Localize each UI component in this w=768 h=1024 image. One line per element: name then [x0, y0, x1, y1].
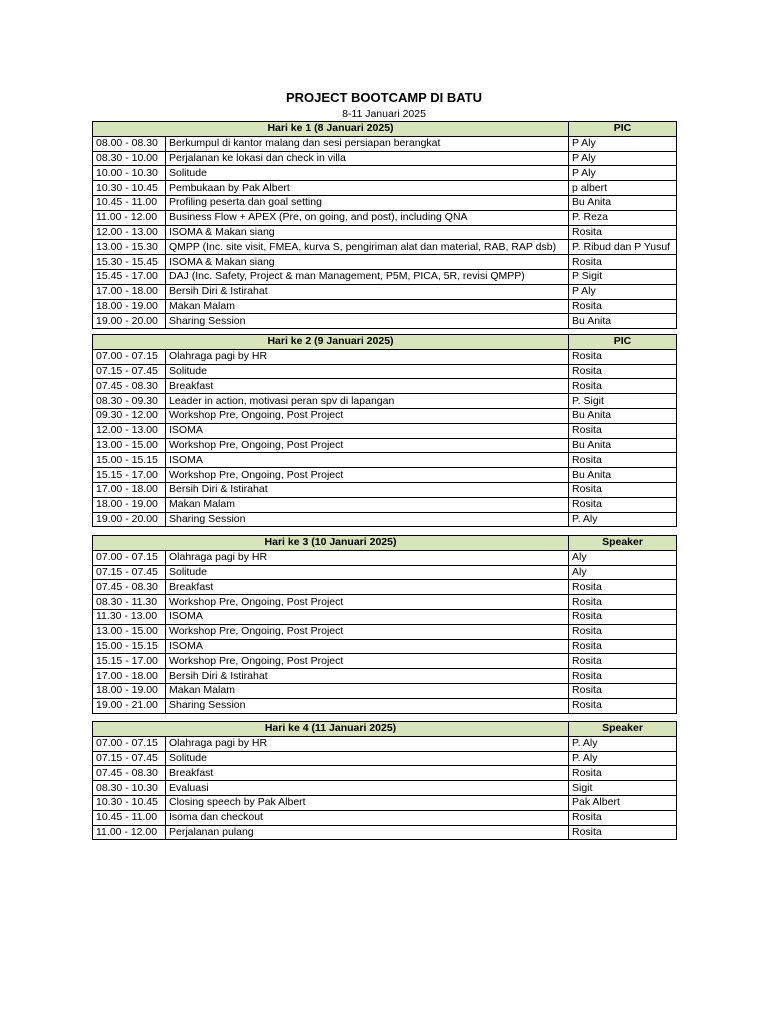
- table-row: [93, 255, 677, 270]
- person-cell: P. Sigit: [569, 394, 677, 409]
- day-header: Hari ke 2 (9 Januari 2025): [93, 335, 569, 350]
- day-header: Hari ke 3 (10 Januari 2025): [93, 536, 569, 551]
- day-2-schedule-table: [92, 334, 677, 527]
- time-cell: 15.30 - 15.45: [93, 255, 166, 270]
- table-row: [93, 468, 677, 483]
- table-row: [93, 669, 677, 684]
- table-row: [93, 639, 677, 654]
- time-cell: 19.00 - 20.00: [93, 512, 166, 527]
- time-cell: 08.30 - 10.00: [93, 151, 166, 166]
- table-row: [93, 795, 677, 810]
- table-header-row: [93, 722, 677, 737]
- person-cell: P Aly: [569, 136, 677, 151]
- time-cell: 12.00 - 13.00: [93, 225, 166, 240]
- person-cell: Rosita: [569, 225, 677, 240]
- person-cell: Rosita: [569, 810, 677, 825]
- activity-cell: Sharing Session: [166, 512, 569, 527]
- time-cell: 10.30 - 10.45: [93, 795, 166, 810]
- activity-cell: Workshop Pre, Ongoing, Post Project: [166, 408, 569, 423]
- table-row: [93, 166, 677, 181]
- role-header: PIC: [569, 335, 677, 350]
- document-date-range: 8-11 Januari 2025: [342, 108, 426, 120]
- activity-cell: QMPP (Inc. site visit, FMEA, kurva S, pengiriman alat dan material, RAB, RAP dsb): [166, 240, 569, 255]
- time-cell: 10.45 - 11.00: [93, 810, 166, 825]
- time-cell: 07.45 - 08.30: [93, 379, 166, 394]
- activity-cell: Solitude: [166, 751, 569, 766]
- role-header: PIC: [569, 122, 677, 137]
- time-cell: 07.00 - 07.15: [93, 349, 166, 364]
- person-cell: p albert: [569, 181, 677, 196]
- table-row: [93, 408, 677, 423]
- time-cell: 15.15 - 17.00: [93, 654, 166, 669]
- activity-cell: ISOMA: [166, 609, 569, 624]
- activity-cell: Perjalanan ke lokasi dan check in villa: [166, 151, 569, 166]
- person-cell: Rosita: [569, 669, 677, 684]
- activity-cell: Olahraga pagi by HR: [166, 349, 569, 364]
- table-row: [93, 423, 677, 438]
- person-cell: Rosita: [569, 580, 677, 595]
- activity-cell: ISOMA: [166, 639, 569, 654]
- time-cell: 07.45 - 08.30: [93, 580, 166, 595]
- table-header-row: [93, 536, 677, 551]
- time-cell: 07.15 - 07.45: [93, 565, 166, 580]
- role-header: Speaker: [569, 536, 677, 551]
- person-cell: P Aly: [569, 151, 677, 166]
- person-cell: P Sigit: [569, 269, 677, 284]
- person-cell: P Aly: [569, 166, 677, 181]
- person-cell: Rosita: [569, 482, 677, 497]
- table-row: [93, 810, 677, 825]
- table-row: [93, 349, 677, 364]
- person-cell: Rosita: [569, 654, 677, 669]
- activity-cell: Solitude: [166, 364, 569, 379]
- table-row: [93, 438, 677, 453]
- table-row: [93, 195, 677, 210]
- time-cell: 07.00 - 07.15: [93, 550, 166, 565]
- activity-cell: ISOMA: [166, 423, 569, 438]
- table-row: [93, 151, 677, 166]
- table-row: [93, 580, 677, 595]
- table-header-row: [93, 122, 677, 137]
- time-cell: 17.00 - 18.00: [93, 284, 166, 299]
- table-row: [93, 654, 677, 669]
- table-row: [93, 364, 677, 379]
- person-cell: Rosita: [569, 364, 677, 379]
- time-cell: 07.00 - 07.15: [93, 736, 166, 751]
- time-cell: 15.15 - 17.00: [93, 468, 166, 483]
- time-cell: 10.45 - 11.00: [93, 195, 166, 210]
- activity-cell: Olahraga pagi by HR: [166, 550, 569, 565]
- role-header: Speaker: [569, 722, 677, 737]
- day-1-schedule-table: [92, 121, 677, 329]
- activity-cell: Olahraga pagi by HR: [166, 736, 569, 751]
- time-cell: 15.00 - 15.15: [93, 639, 166, 654]
- activity-cell: Bersih Diri & Istirahat: [166, 284, 569, 299]
- table-row: [93, 751, 677, 766]
- table-row: [93, 565, 677, 580]
- person-cell: P. Aly: [569, 736, 677, 751]
- time-cell: 07.45 - 08.30: [93, 766, 166, 781]
- time-cell: 17.00 - 18.00: [93, 482, 166, 497]
- time-cell: 08.30 - 09.30: [93, 394, 166, 409]
- table-row: [93, 269, 677, 284]
- time-cell: 11.00 - 12.00: [93, 825, 166, 840]
- activity-cell: Workshop Pre, Ongoing, Post Project: [166, 468, 569, 483]
- person-cell: Sigit: [569, 781, 677, 796]
- activity-cell: Bersih Diri & Istirahat: [166, 669, 569, 684]
- table-row: [93, 609, 677, 624]
- activity-cell: DAJ (Inc. Safety, Project & man Management, P5M, PICA, 5R, revisi QMPP): [166, 269, 569, 284]
- activity-cell: Sharing Session: [166, 698, 569, 713]
- person-cell: Pak Albert: [569, 795, 677, 810]
- activity-cell: Breakfast: [166, 766, 569, 781]
- person-cell: Aly: [569, 565, 677, 580]
- person-cell: Bu Anita: [569, 438, 677, 453]
- activity-cell: Perjalanan pulang: [166, 825, 569, 840]
- activity-cell: Workshop Pre, Ongoing, Post Project: [166, 624, 569, 639]
- table-row: [93, 595, 677, 610]
- table-row: [93, 550, 677, 565]
- activity-cell: Isoma dan checkout: [166, 810, 569, 825]
- time-cell: 18.00 - 19.00: [93, 683, 166, 698]
- activity-cell: Workshop Pre, Ongoing, Post Project: [166, 654, 569, 669]
- person-cell: P. Aly: [569, 751, 677, 766]
- person-cell: Rosita: [569, 639, 677, 654]
- activity-cell: Workshop Pre, Ongoing, Post Project: [166, 595, 569, 610]
- person-cell: Aly: [569, 550, 677, 565]
- day-4-schedule-table: [92, 721, 677, 840]
- time-cell: 15.00 - 15.15: [93, 453, 166, 468]
- time-cell: 07.15 - 07.45: [93, 751, 166, 766]
- activity-cell: Berkumpul di kantor malang dan sesi persiapan berangkat: [166, 136, 569, 151]
- activity-cell: ISOMA: [166, 453, 569, 468]
- table-row: [93, 240, 677, 255]
- table-row: [93, 225, 677, 240]
- activity-cell: Business Flow + APEX (Pre, on going, and post), including QNA: [166, 210, 569, 225]
- person-cell: Rosita: [569, 423, 677, 438]
- time-cell: 10.30 - 10.45: [93, 181, 166, 196]
- time-cell: 19.00 - 21.00: [93, 698, 166, 713]
- activity-cell: Bersih Diri & Istirahat: [166, 482, 569, 497]
- person-cell: Rosita: [569, 379, 677, 394]
- table-row: [93, 314, 677, 329]
- time-cell: 17.00 - 18.00: [93, 669, 166, 684]
- person-cell: Rosita: [569, 497, 677, 512]
- table-row: [93, 210, 677, 225]
- table-row: [93, 698, 677, 713]
- activity-cell: Sharing Session: [166, 314, 569, 329]
- table-row: [93, 379, 677, 394]
- person-cell: P Aly: [569, 284, 677, 299]
- activity-cell: Makan Malam: [166, 497, 569, 512]
- activity-cell: ISOMA & Makan siang: [166, 255, 569, 270]
- time-cell: 09.30 - 12.00: [93, 408, 166, 423]
- time-cell: 11.00 - 12.00: [93, 210, 166, 225]
- person-cell: Rosita: [569, 698, 677, 713]
- activity-cell: Solitude: [166, 565, 569, 580]
- activity-cell: Makan Malam: [166, 299, 569, 314]
- time-cell: 13.00 - 15.30: [93, 240, 166, 255]
- person-cell: Bu Anita: [569, 195, 677, 210]
- time-cell: 18.00 - 19.00: [93, 497, 166, 512]
- time-cell: 08.00 - 08.30: [93, 136, 166, 151]
- time-cell: 13.00 - 15.00: [93, 624, 166, 639]
- time-cell: 18.00 - 19.00: [93, 299, 166, 314]
- person-cell: P. Aly: [569, 512, 677, 527]
- table-row: [93, 624, 677, 639]
- time-cell: 19.00 - 20.00: [93, 314, 166, 329]
- table-header-row: [93, 335, 677, 350]
- person-cell: Rosita: [569, 683, 677, 698]
- table-row: [93, 136, 677, 151]
- table-row: [93, 284, 677, 299]
- activity-cell: Profiling peserta dan goal setting: [166, 195, 569, 210]
- activity-cell: Breakfast: [166, 379, 569, 394]
- table-row: [93, 497, 677, 512]
- activity-cell: Closing speech by Pak Albert: [166, 795, 569, 810]
- activity-cell: ISOMA & Makan siang: [166, 225, 569, 240]
- person-cell: Rosita: [569, 299, 677, 314]
- day-header: Hari ke 4 (11 Januari 2025): [93, 722, 569, 737]
- person-cell: Rosita: [569, 453, 677, 468]
- table-row: [93, 482, 677, 497]
- person-cell: Rosita: [569, 595, 677, 610]
- activity-cell: Pembukaan by Pak Albert: [166, 181, 569, 196]
- table-row: [93, 781, 677, 796]
- table-row: [93, 766, 677, 781]
- table-row: [93, 299, 677, 314]
- day-header: Hari ke 1 (8 Januari 2025): [93, 122, 569, 137]
- person-cell: Bu Anita: [569, 468, 677, 483]
- time-cell: 15.45 - 17.00: [93, 269, 166, 284]
- activity-cell: Workshop Pre, Ongoing, Post Project: [166, 438, 569, 453]
- activity-cell: Evaluasi: [166, 781, 569, 796]
- time-cell: 13.00 - 15.00: [93, 438, 166, 453]
- table-row: [93, 512, 677, 527]
- person-cell: Rosita: [569, 349, 677, 364]
- time-cell: 10.00 - 10.30: [93, 166, 166, 181]
- table-row: [93, 736, 677, 751]
- person-cell: Bu Anita: [569, 408, 677, 423]
- table-row: [93, 181, 677, 196]
- table-row: [93, 683, 677, 698]
- activity-cell: Leader in action, motivasi peran spv di lapangan: [166, 394, 569, 409]
- time-cell: 11.30 - 13.00: [93, 609, 166, 624]
- person-cell: P. Ribud dan P Yusuf: [569, 240, 677, 255]
- activity-cell: Breakfast: [166, 580, 569, 595]
- time-cell: 08.30 - 10.30: [93, 781, 166, 796]
- time-cell: 08.30 - 11.30: [93, 595, 166, 610]
- person-cell: Rosita: [569, 766, 677, 781]
- activity-cell: Makan Malam: [166, 683, 569, 698]
- person-cell: P. Reza: [569, 210, 677, 225]
- activity-cell: Solitude: [166, 166, 569, 181]
- person-cell: Rosita: [569, 609, 677, 624]
- person-cell: Rosita: [569, 825, 677, 840]
- table-row: [93, 825, 677, 840]
- person-cell: Rosita: [569, 255, 677, 270]
- table-row: [93, 453, 677, 468]
- person-cell: Bu Anita: [569, 314, 677, 329]
- table-row: [93, 394, 677, 409]
- day-3-schedule-table: [92, 535, 677, 714]
- document-title: PROJECT BOOTCAMP DI BATU: [286, 90, 482, 105]
- person-cell: Rosita: [569, 624, 677, 639]
- time-cell: 12.00 - 13.00: [93, 423, 166, 438]
- time-cell: 07.15 - 07.45: [93, 364, 166, 379]
